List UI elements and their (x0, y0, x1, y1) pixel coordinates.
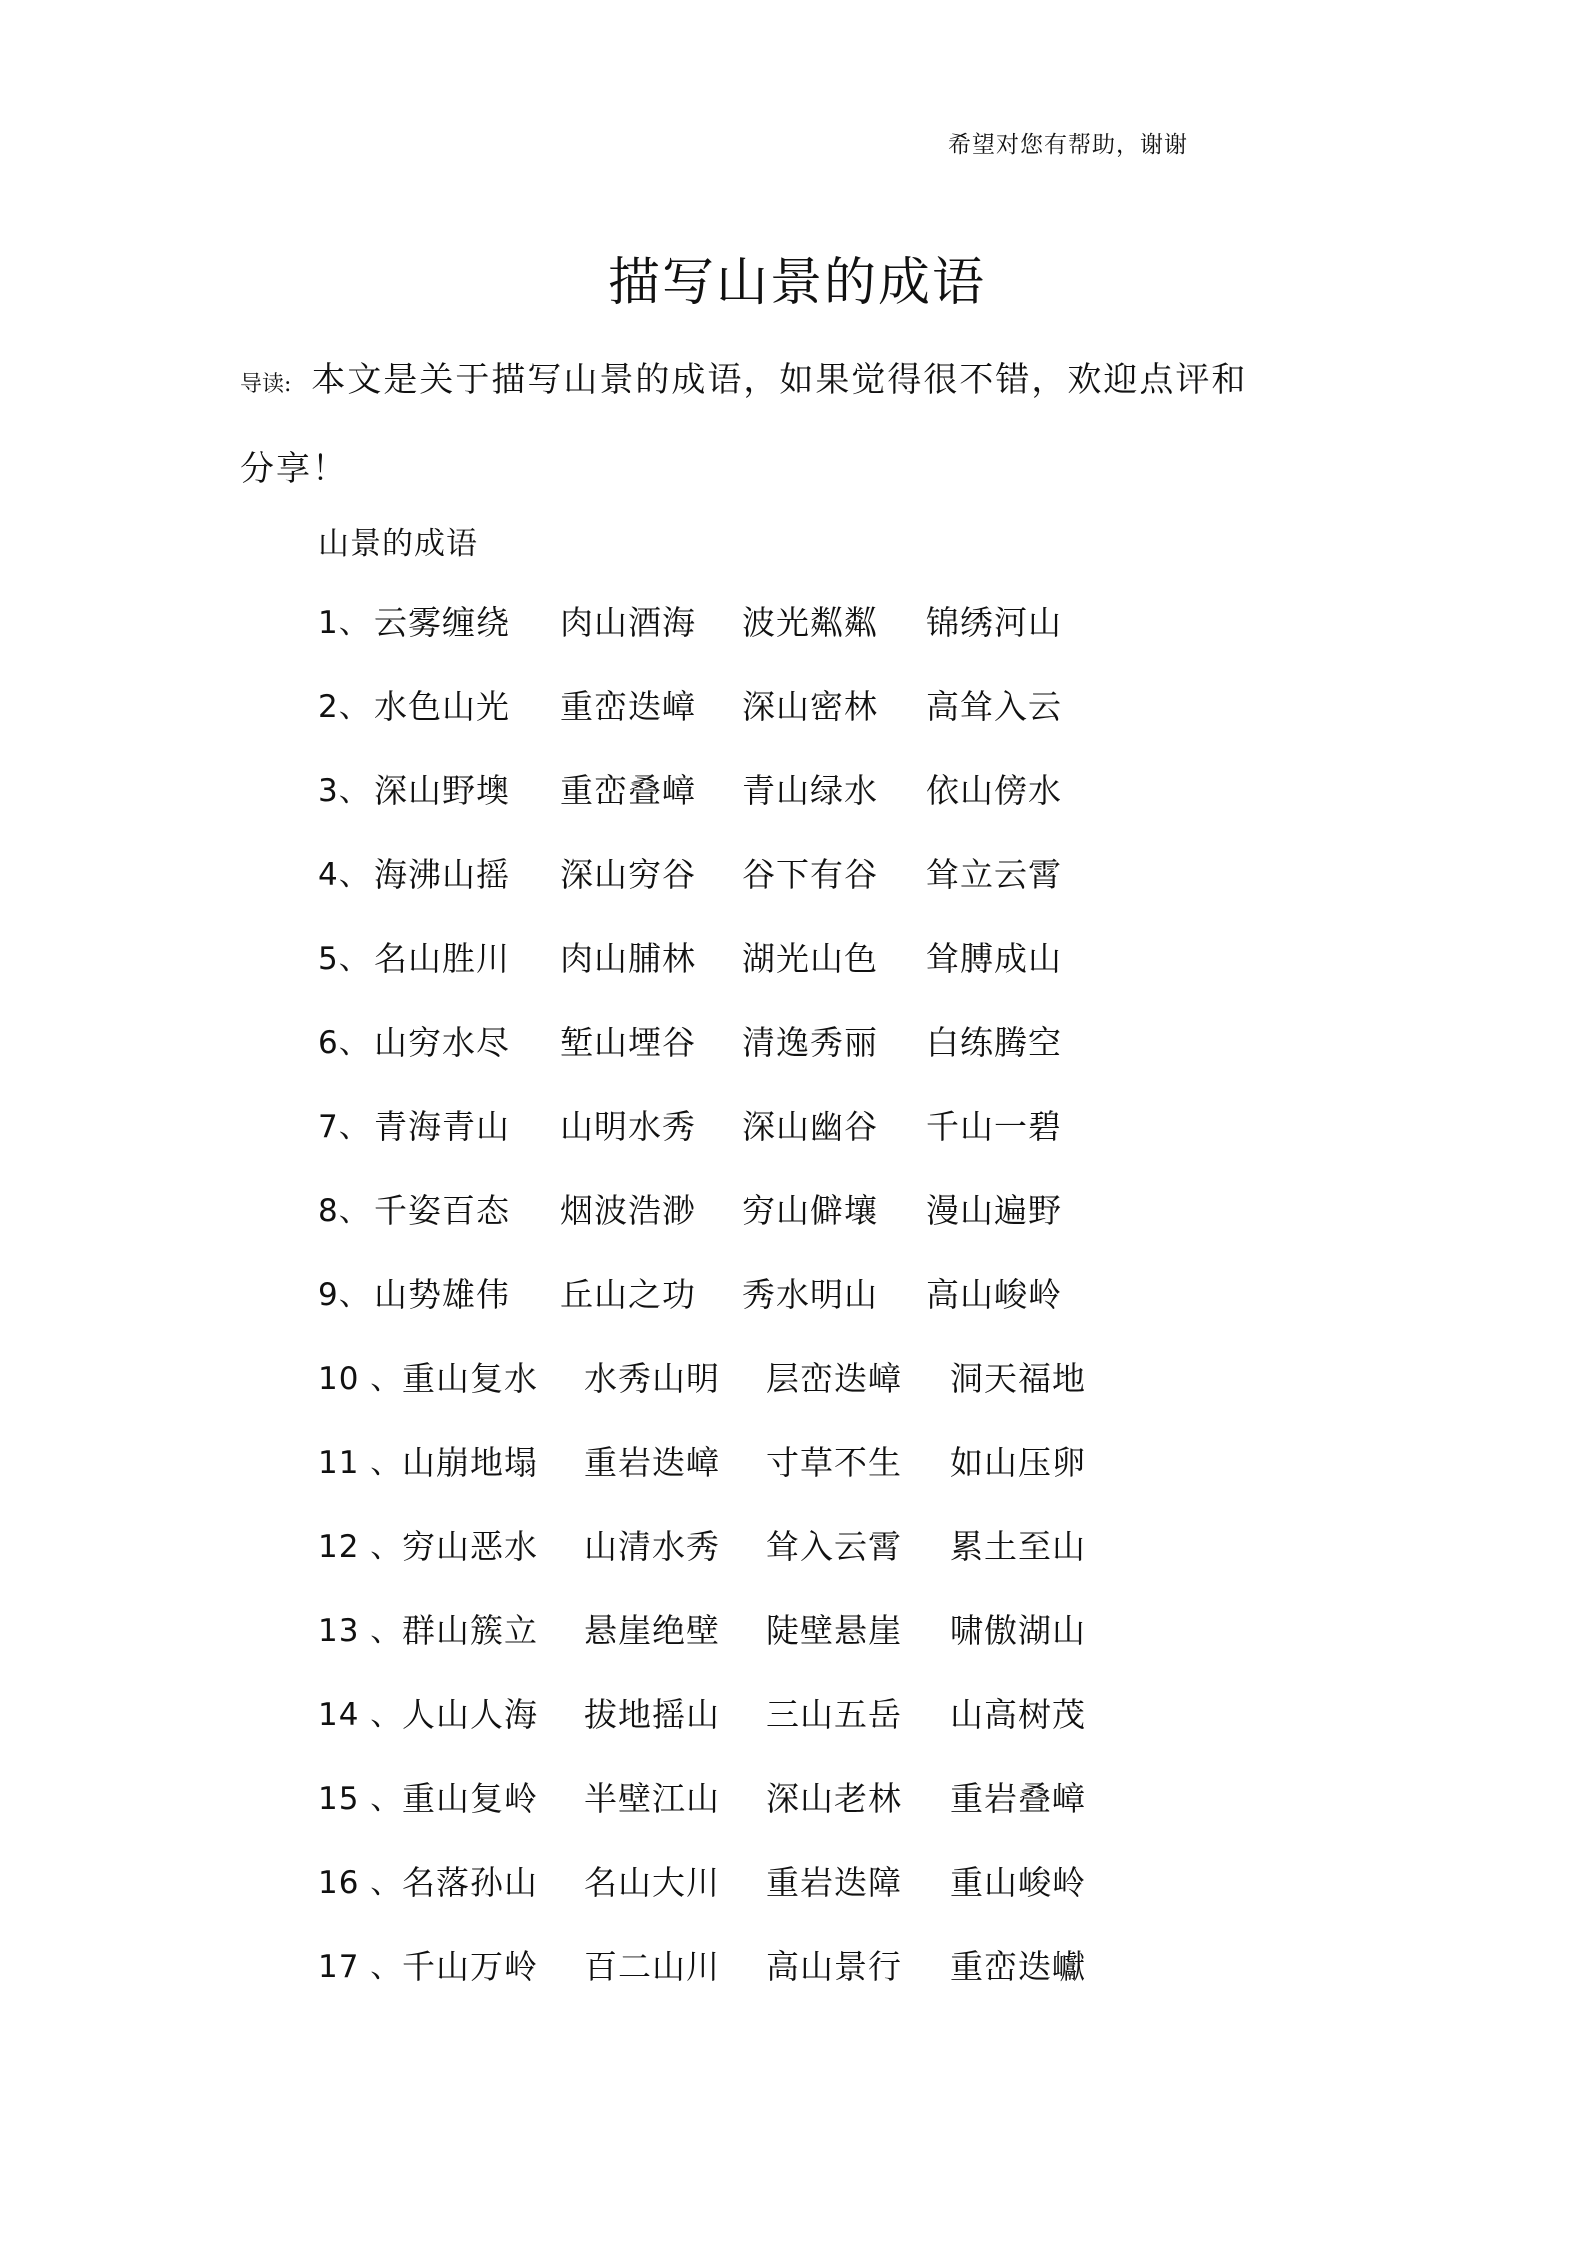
page-title: 描写山景的成语 (607, 253, 986, 313)
item-number: 10 、 (318, 1361, 403, 1397)
idiom-text: 水色山光 (374, 687, 510, 726)
idiom-text: 山崩地塌 (402, 1443, 538, 1482)
item-number: 3、 (318, 773, 371, 809)
idiom-text: 高耸入云 (926, 687, 1062, 726)
idiom-text: 啸傲湖山 (950, 1611, 1086, 1650)
idiom-text: 名山胜川 (374, 939, 510, 978)
idiom-text: 重峦迭巘 (950, 1947, 1086, 1986)
idiom-text: 秀水明山 (742, 1275, 878, 1314)
idiom-text: 云雾缠绕 (374, 603, 510, 642)
idiom-text: 高山峻岭 (926, 1275, 1062, 1314)
idiom-text: 漫山遍野 (926, 1191, 1062, 1230)
idiom-text: 耸立云霄 (926, 855, 1062, 894)
idiom-text: 深山穷谷 (560, 855, 696, 894)
list-item (318, 1437, 1318, 1521)
idiom-text: 锦绣河山 (926, 603, 1062, 642)
item-number: 11 、 (318, 1445, 403, 1481)
idiom-text: 群山簇立 (402, 1611, 538, 1650)
item-number: 14 、 (318, 1697, 403, 1733)
idiom-list (318, 597, 1318, 2025)
idiom-text: 千山万岭 (402, 1947, 538, 1986)
list-item (318, 1101, 1318, 1185)
list-item (318, 1185, 1318, 1269)
idiom-text: 千姿百态 (374, 1191, 510, 1230)
section-heading: 山景的成语 (318, 526, 478, 562)
intro-label: 导读: (240, 372, 292, 397)
idiom-text: 山穷水尽 (374, 1023, 510, 1062)
header-note: 希望对您有帮助，谢谢 (948, 132, 1188, 158)
list-item (318, 1017, 1318, 1101)
item-number: 9、 (318, 1277, 371, 1313)
idiom-text: 穷山恶水 (402, 1527, 538, 1566)
item-number: 1、 (318, 605, 371, 641)
idiom-text: 名山大川 (584, 1863, 720, 1902)
idiom-text: 名落孙山 (402, 1863, 538, 1902)
item-number: 13 、 (318, 1613, 403, 1649)
idiom-text: 白练腾空 (926, 1023, 1062, 1062)
idiom-text: 三山五岳 (766, 1695, 902, 1734)
idiom-text: 百二山川 (584, 1947, 720, 1986)
item-number: 17 、 (318, 1949, 403, 1985)
list-item (318, 1857, 1318, 1941)
list-item (318, 1689, 1318, 1773)
list-item (318, 933, 1318, 1017)
list-item (318, 849, 1318, 933)
idiom-text: 拔地摇山 (584, 1695, 720, 1734)
list-item (318, 681, 1318, 765)
idiom-text: 累土至山 (950, 1527, 1086, 1566)
idiom-text: 海沸山摇 (374, 855, 510, 894)
item-number: 2、 (318, 689, 371, 725)
idiom-text: 堑山堙谷 (560, 1023, 696, 1062)
idiom-text: 水秀山明 (584, 1359, 720, 1398)
item-number: 4、 (318, 857, 371, 893)
idiom-text: 重山复水 (402, 1359, 538, 1398)
item-number: 6、 (318, 1025, 371, 1061)
idiom-text: 重山复岭 (402, 1779, 538, 1818)
item-number: 7、 (318, 1109, 371, 1145)
idiom-text: 耸入云霄 (766, 1527, 902, 1566)
idiom-text: 波光粼粼 (742, 603, 878, 642)
idiom-text: 重峦叠嶂 (560, 771, 696, 810)
idiom-text: 深山老林 (766, 1779, 902, 1818)
idiom-text: 悬崖绝壁 (584, 1611, 720, 1650)
idiom-text: 青山绿水 (742, 771, 878, 810)
idiom-text: 丘山之功 (560, 1275, 696, 1314)
idiom-text: 山明水秀 (560, 1107, 696, 1146)
idiom-text: 湖光山色 (742, 939, 878, 978)
item-number: 8、 (318, 1193, 371, 1229)
idiom-text: 层峦迭嶂 (766, 1359, 902, 1398)
idiom-text: 穷山僻壤 (742, 1191, 878, 1230)
idiom-text: 耸膊成山 (926, 939, 1062, 978)
list-item (318, 1605, 1318, 1689)
list-item (318, 765, 1318, 849)
idiom-text: 重山峻岭 (950, 1863, 1086, 1902)
item-number: 15 、 (318, 1781, 403, 1817)
list-item (318, 597, 1318, 681)
idiom-text: 高山景行 (766, 1947, 902, 1986)
idiom-text: 山高树茂 (950, 1695, 1086, 1734)
idiom-text: 寸草不生 (766, 1443, 902, 1482)
idiom-text: 青海青山 (374, 1107, 510, 1146)
idiom-text: 陡壁悬崖 (766, 1611, 902, 1650)
idiom-text: 千山一碧 (926, 1107, 1062, 1146)
list-item (318, 1353, 1318, 1437)
item-number: 5、 (318, 941, 371, 977)
idiom-text: 深山幽谷 (742, 1107, 878, 1146)
idiom-text: 肉山酒海 (560, 603, 696, 642)
idiom-text: 重峦迭嶂 (560, 687, 696, 726)
item-number: 16 、 (318, 1865, 403, 1901)
idiom-text: 深山野墺 (374, 771, 510, 810)
list-item (318, 1941, 1318, 2025)
idiom-text: 深山密林 (742, 687, 878, 726)
idiom-text: 依山傍水 (926, 771, 1062, 810)
idiom-text: 重岩迭嶂 (584, 1443, 720, 1482)
item-number: 12 、 (318, 1529, 403, 1565)
idiom-text: 谷下有谷 (742, 855, 878, 894)
idiom-text: 半壁江山 (584, 1779, 720, 1818)
idiom-text: 重岩叠嶂 (950, 1779, 1086, 1818)
idiom-text: 清逸秀丽 (742, 1023, 878, 1062)
idiom-text: 如山压卵 (950, 1443, 1086, 1482)
list-item (318, 1269, 1318, 1353)
idiom-text: 烟波浩渺 (560, 1191, 696, 1230)
idiom-text: 山清水秀 (584, 1527, 720, 1566)
intro-paragraph (240, 338, 1260, 511)
list-item (318, 1521, 1318, 1605)
idiom-text: 人山人海 (402, 1695, 538, 1734)
list-item (318, 1773, 1318, 1857)
idiom-text: 重岩迭障 (766, 1863, 902, 1902)
idiom-text: 洞天福地 (950, 1359, 1086, 1398)
intro-text: 本文是关于描写山景的成语，如果觉得很不错，欢迎点评和分享！ (240, 360, 1248, 489)
idiom-text: 山势雄伟 (374, 1275, 510, 1314)
idiom-text: 肉山脯林 (560, 939, 696, 978)
